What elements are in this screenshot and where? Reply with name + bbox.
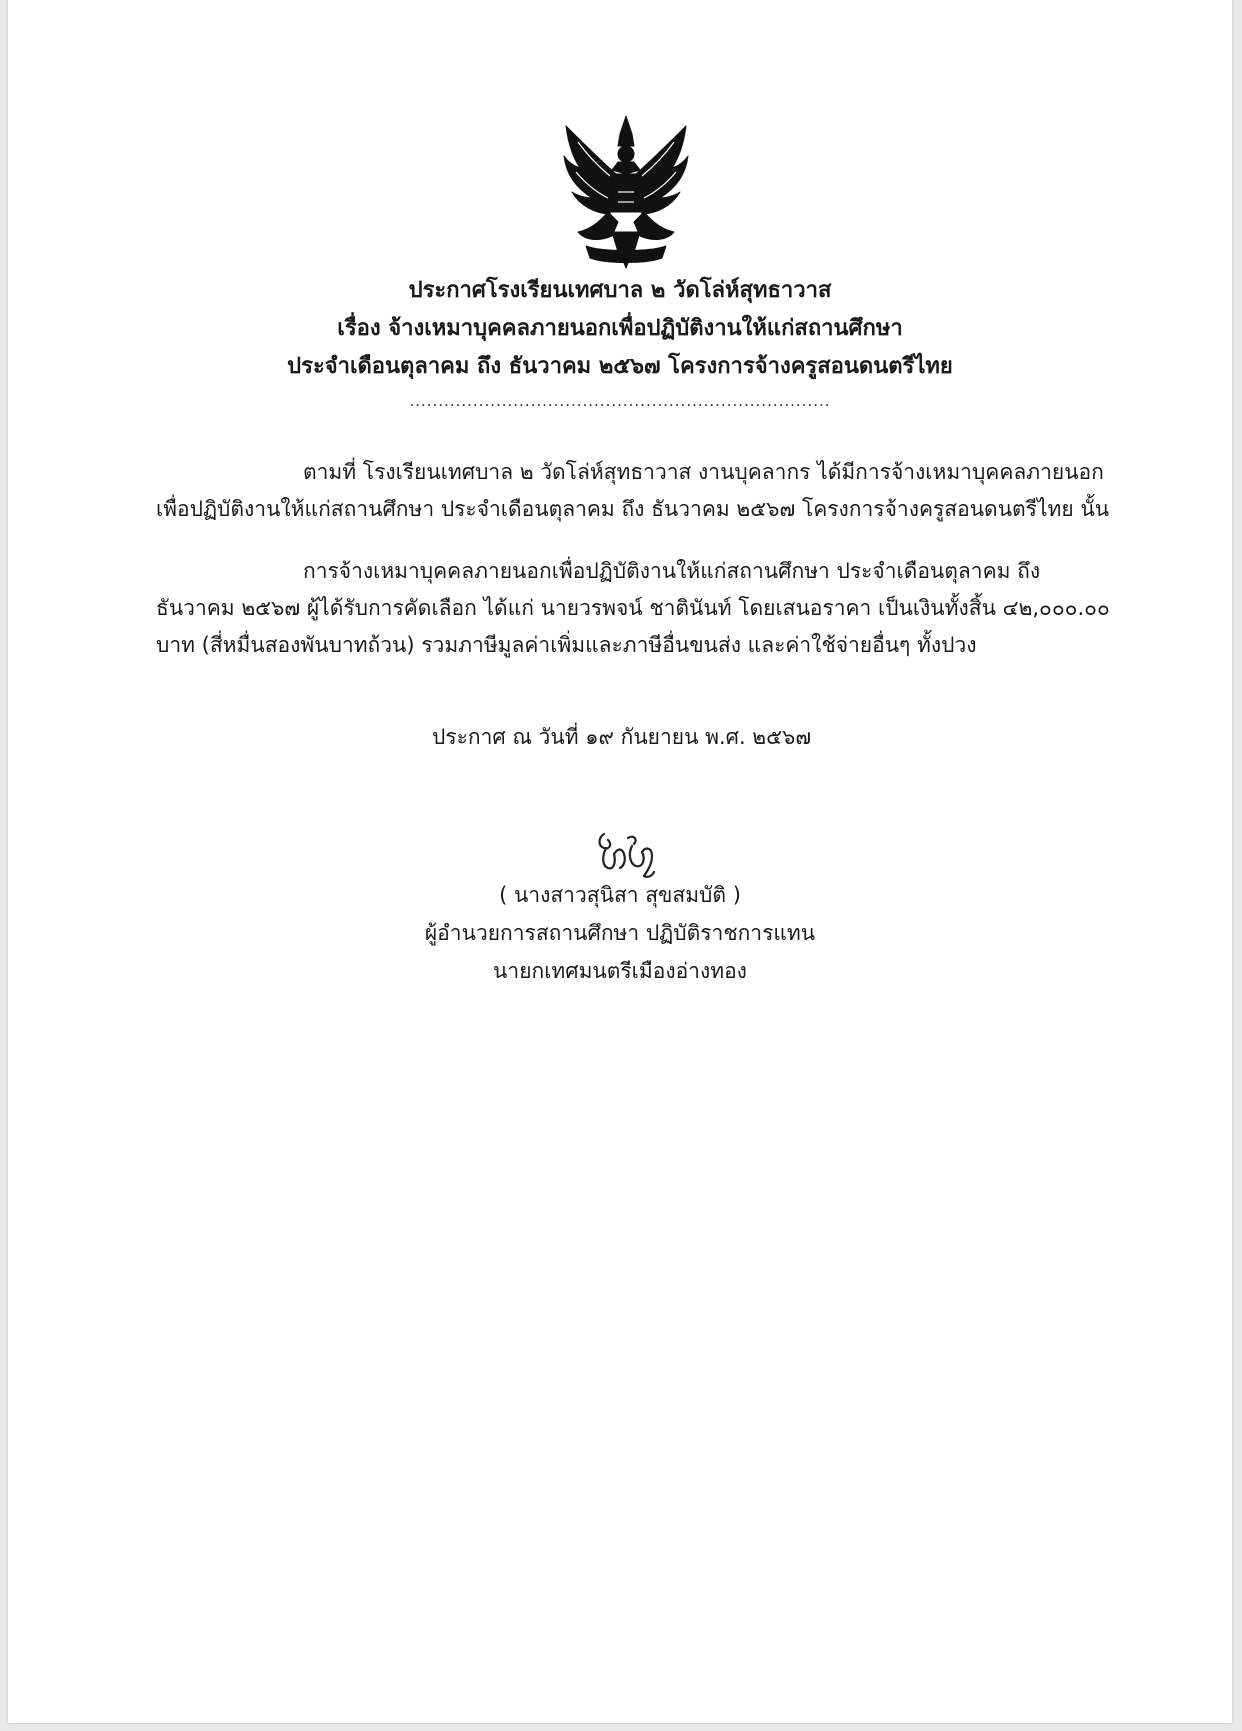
garuda-emblem-icon	[558, 112, 694, 270]
paragraph-2-line-1: การจ้างเหมาบุคคลภายนอกเพื่อปฏิบัติงานให้แก่สถานศึกษา ประจำเดือนตุลาคม ถึง	[303, 559, 1041, 583]
signatory-position-line2: นายกเทศมนตรีเมืองอ่างทอง	[493, 959, 747, 983]
announcement-title: ประกาศโรงเรียนเทศบาล ๒ วัดโล่ห์สุทธาวาส	[408, 278, 832, 303]
paragraph-2-line-2: ธันวาคม ๒๕๖๗ ผู้ได้รับการคัดเลือก ได้แก่ นายวรพจน์ ชาตินันท์ โดยเสนอราคา เป็นเงินทั้งสิ้น ๔๒,๐๐๐.๐๐	[156, 596, 1110, 620]
title-divider: .........................................................................	[409, 392, 831, 410]
document-page	[8, 0, 1232, 1723]
announcement-subject-line2: ประจำเดือนตุลาคม ถึง ธันวาคม ๒๕๖๗ โครงการจ้างครูสอนดนตรีไทย	[287, 354, 953, 379]
signatory-name: ( นางสาวสุนิสา สุขสมบัติ )	[499, 883, 741, 907]
paragraph-1	[156, 454, 1110, 528]
paragraph-2	[156, 553, 1110, 664]
signatory-position: ผู้อำนวยการสถานศึกษา ปฏิบัติราชการแทน	[424, 921, 816, 945]
paragraph-1-line-1: ตามที่ โรงเรียนเทศบาล ๒ วัดโล่ห์สุทธาวาส งานบุคลากร ได้มีการจ้างเหมาบุคคลภายนอก	[303, 460, 1104, 484]
paragraph-1-line-2: เพื่อปฏิบัติงานให้แก่สถานศึกษา ประจำเดือนตุลาคม ถึง ธันวาคม ๒๕๖๗ โครงการจ้างครูสอนดนตรีไทย นั้น	[156, 497, 1110, 521]
paragraph-2-line-3: บาท (สี่หมื่นสองพันบาทถ้วน) รวมภาษีมูลค่าเพิ่มและภาษีอื่นขนส่ง และค่าใช้จ่ายอื่นๆ ทั้งปวง	[156, 633, 977, 657]
announcement-subject: เรื่อง จ้างเหมาบุคคลภายนอกเพื่อปฏิบัติงานให้แก่สถานศึกษา	[337, 316, 903, 341]
announcement-date: ประกาศ ณ วันที่ ๑๙ กันยายน พ.ศ. ๒๕๖๗	[432, 725, 812, 749]
handwritten-signature-icon	[590, 826, 666, 882]
